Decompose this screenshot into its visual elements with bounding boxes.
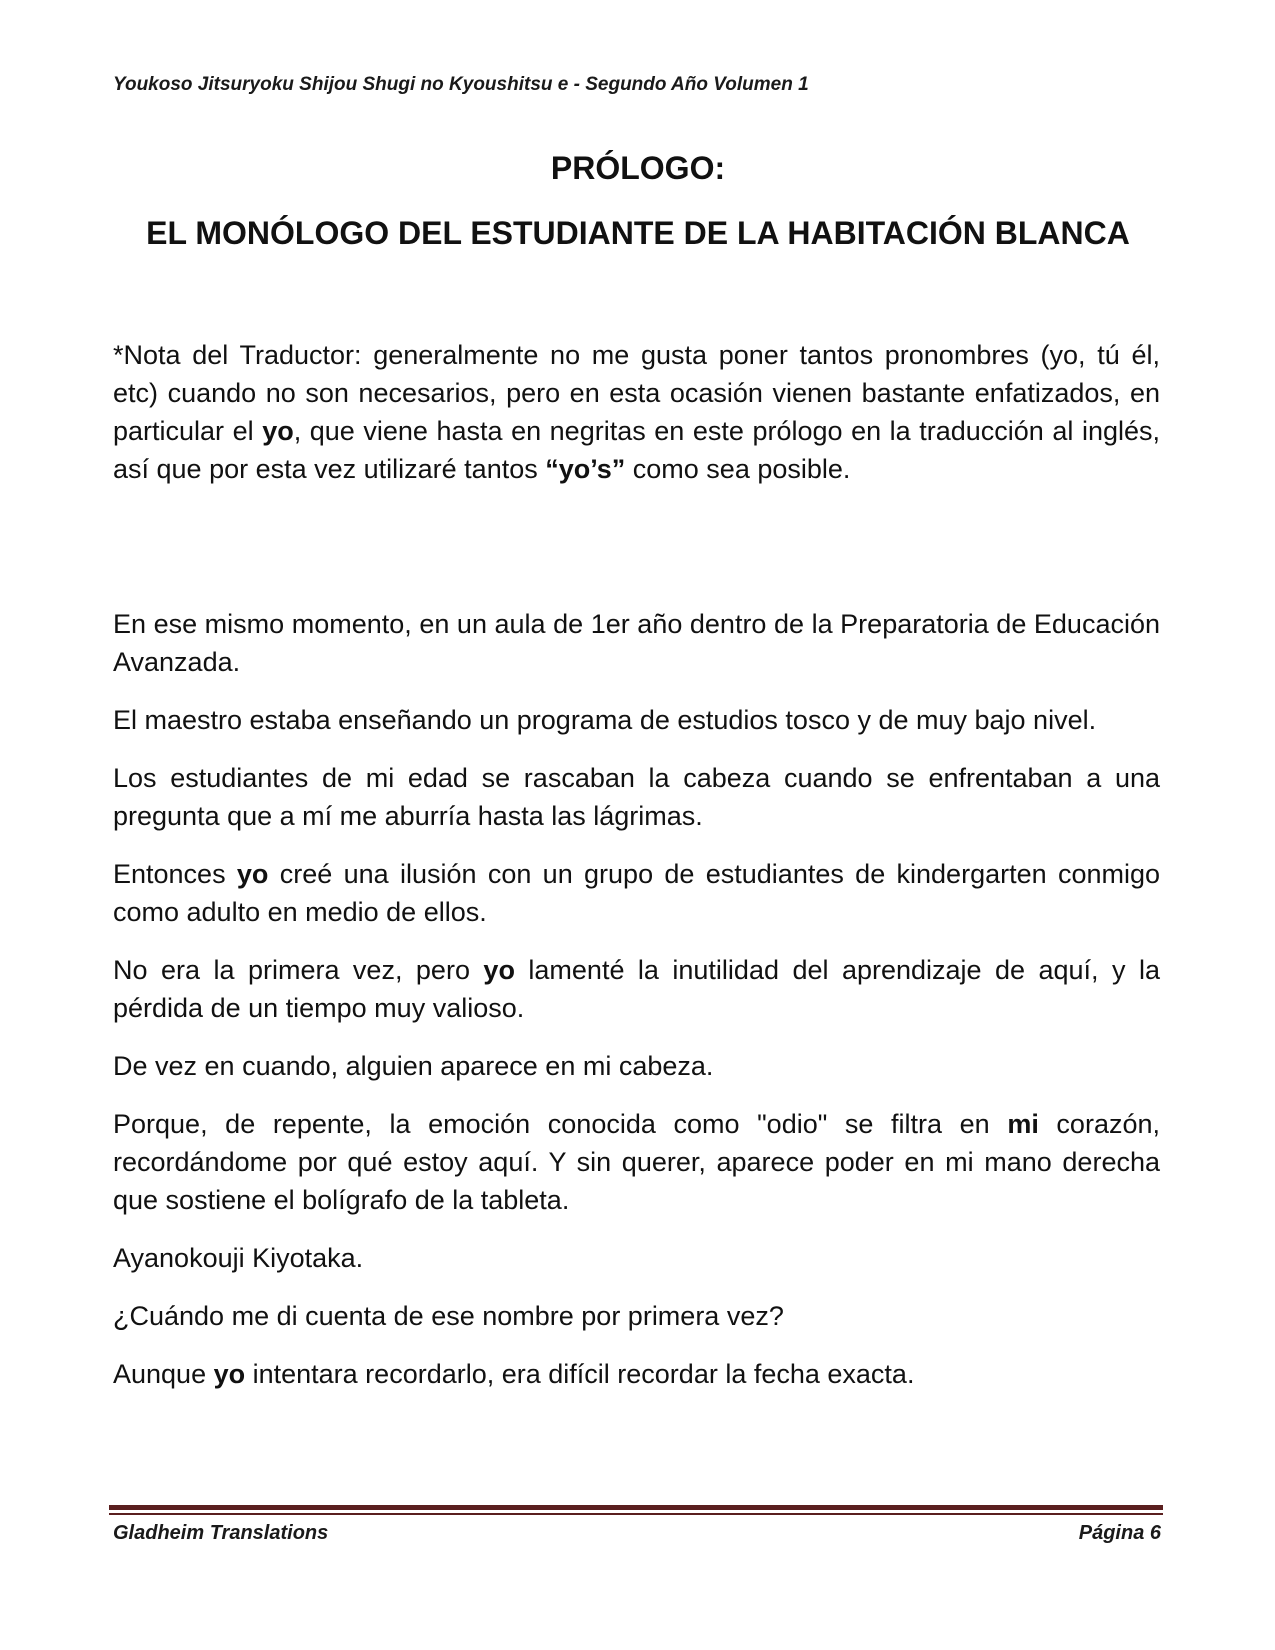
- p5-text-b: lamenté la inutilidad del aprendizaje de aquí, y la pérdida de un tiempo muy valioso.: [113, 955, 1160, 1023]
- note-bold-yo: yo: [262, 416, 294, 446]
- footer-page-number: Página 6: [1078, 1522, 1161, 1544]
- note-text-3: como sea posible.: [625, 454, 851, 484]
- p7-text-b: corazón, recordándome por qué estoy aquí. Y sin querer, aparece poder en mi mano derecha que sostiene el bolígrafo de la tableta.: [113, 1109, 1160, 1215]
- paragraph-8: Ayanokouji Kiyotaka.: [113, 1243, 364, 1273]
- footer-rule-thick: [109, 1505, 1163, 1510]
- paragraph-1: En ese mismo momento, en un aula de 1er año dentro de la Preparatoria de Educación Avanzada.: [113, 609, 1160, 677]
- paragraph-9: ¿Cuándo me di cuenta de ese nombre por primera vez?: [113, 1301, 784, 1331]
- paragraph-10: [113, 1355, 1160, 1393]
- footer-rule: [109, 1505, 1163, 1517]
- paragraph-7: [113, 1105, 1160, 1219]
- p4-text-b: creé una ilusión con un grupo de estudiantes de kindergarten conmigo como adulto en medio de ellos.: [113, 859, 1160, 927]
- footer-publisher: Gladheim Translations: [113, 1522, 329, 1544]
- paragraph-3: Los estudiantes de mi edad se rascaban la cabeza cuando se enfrentaban a una pregunta que a mí me aburría hasta las lágrimas.: [113, 763, 1160, 831]
- paragraph-2: El maestro estaba enseñando un programa de estudios tosco y de muy bajo nivel.: [113, 705, 1097, 735]
- note-text-2: , que viene hasta en negritas en este prólogo en la traducción al inglés, así que por esta vez utilizaré tantos: [113, 416, 1160, 484]
- note-text-1: *Nota del Traductor: generalmente no me gusta poner tantos pronombres (yo, tú él, etc) cuando no son necesarios, pero en esta ocasión vienen bastante enfatizados, en particular el: [113, 340, 1160, 446]
- p7-text-a: Porque, de repente, la emoción conocida como "odio" se filtra en: [113, 1109, 1008, 1139]
- paragraph-4: [113, 855, 1160, 931]
- translator-note: [113, 336, 1160, 488]
- paragraph-5: [113, 951, 1160, 1027]
- chapter-label: PRÓLOGO:: [550, 150, 726, 186]
- p4-bold: yo: [236, 859, 269, 889]
- p10-text-a: Aunque: [113, 1359, 214, 1389]
- p7-bold: mi: [1007, 1109, 1039, 1139]
- p5-text-a: No era la primera vez, pero: [113, 955, 484, 985]
- footer-rule-thin: [109, 1513, 1163, 1515]
- note-bold-yos: “yo’s”: [545, 454, 626, 484]
- paragraph-6: De vez en cuando, alguien aparece en mi cabeza.: [113, 1051, 714, 1081]
- p4-text-a: Entonces: [113, 859, 237, 889]
- p5-bold: yo: [483, 955, 515, 985]
- p10-bold: yo: [213, 1359, 246, 1389]
- p10-text-b: intentara recordarlo, era difícil recordar la fecha exacta.: [245, 1359, 915, 1389]
- translator-note-paragraph: [113, 336, 1160, 488]
- narrative-body: [113, 605, 1160, 1413]
- chapter-title: EL MONÓLOGO DEL ESTUDIANTE DE LA HABITACIÓN BLANCA: [146, 215, 1130, 251]
- running-header: Youkoso Jitsuryoku Shijou Shugi no Kyoushitsu e - Segundo Año Volumen 1: [113, 74, 809, 95]
